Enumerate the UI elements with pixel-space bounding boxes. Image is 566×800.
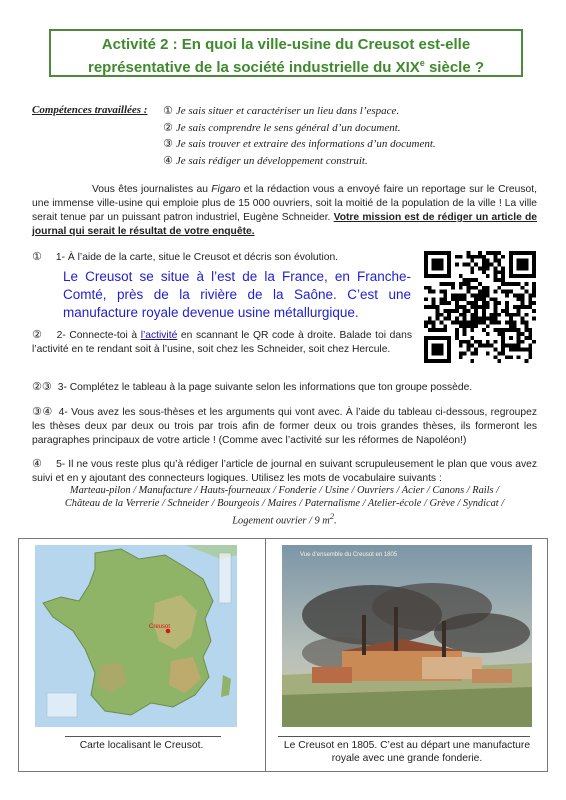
title-box xyxy=(49,29,523,77)
city-label: Creusot xyxy=(149,624,171,630)
competence-item xyxy=(163,103,436,120)
question-text: 2- Connecte-toi à xyxy=(56,330,141,341)
question-1 xyxy=(32,250,412,265)
vocabulary-list xyxy=(32,484,537,527)
map-caption: Carte localisant le Creusot. xyxy=(79,740,204,751)
competence-number: ② xyxy=(163,120,173,134)
question-4 xyxy=(32,405,537,448)
competence-item xyxy=(163,120,436,137)
question-text: 3- Complétez le tableau à la page suivante selon les informations que ton groupe possède. xyxy=(57,382,473,393)
vocabulary-line: Château de la Verrerie / Schneider / Bourgeois / Maires / Paternalisme / Atelier-école / Grève / Syndicat / xyxy=(64,498,505,509)
competences-list xyxy=(163,103,436,169)
creusot-1805-painting xyxy=(282,545,532,727)
newspaper-name: Figaro xyxy=(211,184,241,195)
map-cell xyxy=(19,539,266,771)
question-number: ②③ xyxy=(32,380,52,393)
vocabulary-line: Marteau-pilon / Manufacture / Hauts-fourneaux / Fonderie / Usine / Ouvriers / Acier / Canons / Rails / xyxy=(69,485,500,496)
page-title-line2-end: siècle ? xyxy=(424,59,484,76)
vocabulary-line xyxy=(32,510,537,527)
painting-caption: Le Creusot en 1805. C’est au départ une manufacture royale avec une grande fonderie. xyxy=(283,740,531,764)
square-superscript: 2 xyxy=(329,511,335,521)
mission-statement: Votre mission est de rédiger un article de journal qui serait le résultat de votre enquête. xyxy=(32,212,537,237)
painting-inscription: Vue d’ensemble du Creusot en 1805 xyxy=(300,552,398,558)
competence-number: ③ xyxy=(163,137,173,150)
vocabulary-line-end: . xyxy=(334,515,337,527)
competence-item xyxy=(163,153,436,170)
century-superscript: e xyxy=(419,58,425,68)
question-number: ③④ xyxy=(32,405,53,418)
competence-item xyxy=(163,136,436,153)
question-number: ④ xyxy=(32,457,43,470)
competence-number: ① xyxy=(163,104,173,117)
activity-link[interactable]: l’activité xyxy=(140,330,178,341)
question-3 xyxy=(32,380,537,395)
qr-code[interactable] xyxy=(424,247,536,367)
vocabulary-line-text: Logement ouvrier / 9 m xyxy=(232,515,330,527)
competence-text: Je sais trouver et extraire des informations d’un document. xyxy=(175,138,436,150)
question-text: 5- Il ne vous reste plus qu’à rédiger l’article de journal en suivant scrupuleusement le plan que vous avez suivi et en y ajoutant des connecteurs logiques. Utilisez les mots de vocabulaire suivants : xyxy=(32,459,537,484)
competence-text: Je sais comprendre le sens général d’un document. xyxy=(175,121,401,134)
intro-paragraph xyxy=(32,183,537,239)
caption-rule xyxy=(278,736,530,737)
competence-number: ④ xyxy=(163,153,173,167)
page-title-line1: Activité 2 : En quoi la ville-usine du Creusot est-elle xyxy=(101,36,471,53)
page-title-line2 xyxy=(51,54,521,77)
intro-text-start: Vous êtes journalistes au xyxy=(92,184,212,195)
figures-table xyxy=(18,538,548,772)
caption-rule xyxy=(65,736,221,737)
intro-text-body: et la rédaction vous a envoyé faire un reportage sur le Creusot, une immense ville-usine qui emploie plus de 15 000 ouvriers, soit la moitié de la population de la ville ! La ville serait tenue par un puissant patron industriel, Eugène Schneider. xyxy=(32,184,537,223)
painting-cell xyxy=(266,539,547,771)
competence-text: Je sais situer et caractériser un lieu dans l’espace. xyxy=(175,105,400,117)
answer-1: Le Creusot se situe à l’est de la France, en Franche-Comté, près de la rivière de la Saône. C’est une manufacture royale devenue usine métallurgique. xyxy=(63,269,411,320)
question-5 xyxy=(32,457,537,486)
france-map xyxy=(35,545,237,727)
competence-text: Je sais rédiger un développement construit. xyxy=(175,154,368,167)
question-text-end: en scannant le QR code à droite. Balade toi dans l’activité en te rendant soit à l’usine, soit chez les Schneider, soit chez Hercule. xyxy=(32,330,412,355)
question-number: ① xyxy=(32,250,42,263)
question-text: 1- À l’aide de la carte, situe le Creusot et décris son évolution. xyxy=(55,252,339,263)
question-2 xyxy=(32,328,412,357)
question-number: ② xyxy=(32,328,43,341)
competences-label: Compétences travaillées : xyxy=(32,104,148,116)
page-title-line2-text: représentative de la société industrielle du XIX xyxy=(87,59,420,76)
question-text: 4- Vous avez les sous-thèses et les arguments qui vont avec. À l’aide du tableau ci-dessous, regroupez les thèses deux par deux ou trois par trois afin de former deux ou trois grandes thèses, ils formeront les paragraphes principaux de votre article ! (Comme avec l’activité sur les réformes de Napoléon!) xyxy=(32,407,537,446)
